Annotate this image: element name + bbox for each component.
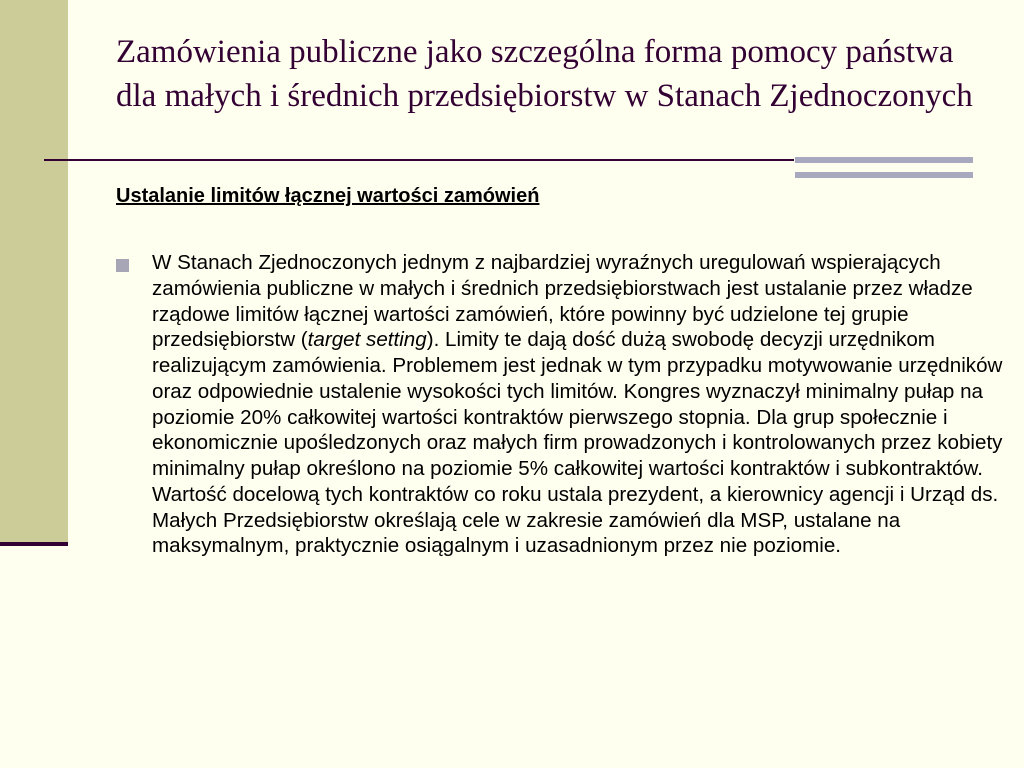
bullet-text-end: ). Limity te dają dość dużą swobodę decyzji urzędnikom realizującym zamówienia. Problemem jest jednak w tym przypadku motywowanie urzędników oraz odpowiednie ustalenie wysokości tych limitów. Kongres wyznaczył minimalny pułap na poziomie 20% całkowitej wartości kontraktów pierwszego stopnia. Dla grup społecznie i ekonomicznie upośledzonych oraz małych firm prowadzonych i kontrolowanych przez kobiety minimalny pułap określono na poziomie 5% całkowitej wartości kontraktów i subkontraktów. Wartość docelową tych kontraktów co roku ustala prezydent, a kierownicy agencji i Urząd ds. Małych Przedsiębiorstw określają cele w zakresie zamówień dla MSP, ustalane na maksymalnym, praktycznie osiągalnym i uzasadnionym przez nie poziomie. bbox=[152, 328, 1003, 558]
title-underline bbox=[44, 159, 794, 161]
slide-title: Zamówienia publiczne jako szczególna forma pomocy państwa dla małych i średnich przedsiębiorstw w Stanach Zjednoczonych bbox=[116, 34, 973, 114]
title-accent-bar-lower bbox=[795, 172, 973, 178]
slide-subtitle: Ustalanie limitów łącznej wartości zamówień bbox=[116, 185, 540, 207]
bullet-text-italic: target setting bbox=[307, 328, 427, 352]
bullet-text-start: W Stanach Zjednoczonych jednym z najbardziej wyraźnych uregulowań wspierających zamówienia publiczne w małych i średnich przedsiębiorstwach jest ustalanie przez władze rządowe limitów łącznej wartości zamówień, które powinny być udzielone tej grupie przedsiębiorstw ( bbox=[152, 251, 973, 352]
title-accent-bar bbox=[795, 157, 973, 163]
side-band bbox=[0, 0, 68, 545]
side-band-divider bbox=[0, 542, 68, 546]
square-bullet-icon bbox=[116, 259, 129, 272]
bullet-item bbox=[116, 250, 1006, 559]
bullet-paragraph bbox=[152, 250, 1006, 559]
